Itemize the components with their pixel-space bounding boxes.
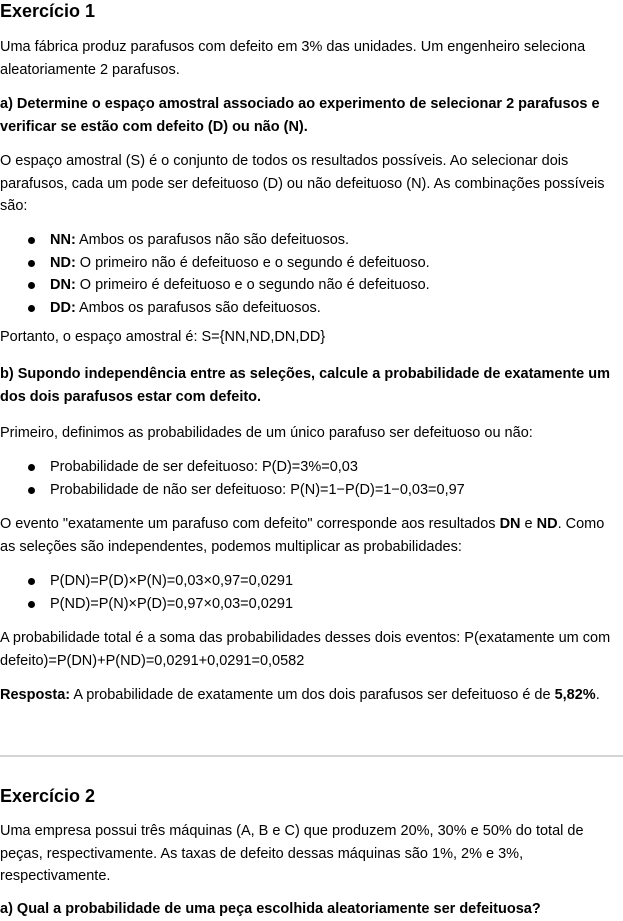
list-item [0,570,618,593]
bullet-icon [28,487,35,494]
combo-text: O primeiro é defeituoso e o segundo não é defeituoso. [75,277,430,293]
answer-1b-intro: Primeiro, definimos as probabilidades de um único parafuso ser defeituoso ou não: [0,425,533,441]
final-answer [0,684,618,707]
list-item [0,456,618,479]
calculation-text: P(ND)=P(N)×P(D)=0,97×0,03=0,0291 [50,595,294,612]
sample-space-statement: Portanto, o espaço amostral é: S={NN,ND,DN,DD} [0,329,326,345]
bullet-icon [28,578,35,585]
bullet-icon [28,282,35,289]
event-text: e [520,516,537,532]
combinations-list [0,229,618,319]
answer-label: Resposta: [0,687,71,703]
bullet-icon [28,237,35,244]
bullet-icon [28,305,35,312]
answer-end: . [595,687,600,703]
bullet-icon [28,464,35,471]
calculation-text: P(DN)=P(D)×P(N)=0,03×0,97=0,0291 [50,573,294,589]
answer-text: A probabilidade de exatamente um dos dois parafusos ser defeituoso é de [70,687,555,703]
exercise-1-intro: Uma fábrica produz parafusos com defeito em 3% das unidades. Um engenheiro seleciona aleatoriamente 2 parafusos. [0,39,586,78]
probability-text: Probabilidade de não ser defeituoso: P(N)=1−P(D)=1−0,03=0,97 [50,481,465,498]
probability-text: Probabilidade de ser defeituoso: P(D)=3%=0,03 [50,459,358,475]
list-item [0,593,618,616]
event-text: O evento "exatamente um parafuso com defeito" corresponde aos resultados [0,516,500,532]
question-2a: a) Qual a probabilidade de uma peça escolhida aleatoriamente ser defeituosa? [0,901,541,917]
answer-1a-text: O espaço amostral (S) é o conjunto de todos os resultados possíveis. Ao selecionar dois parafusos, cada um pode ser defeituoso (D) ou não defeituoso (N). As combinações possíveis são: [0,153,605,214]
question-1a: a) Determine o espaço amostral associado ao experimento de selecionar 2 parafusos e verificar se estão com defeito (D) ou não (N). [0,96,600,135]
probabilities-list [0,456,618,501]
question-1b: b) Supondo independência entre as seleções, calcule a probabilidade de exatamente um dos dois parafusos estar com defeito. [0,366,610,405]
event-nd: ND [536,516,558,532]
list-item [0,274,618,297]
list-item [0,252,618,275]
calculations-list [0,570,618,615]
combo-label: DN: [50,277,76,293]
list-item [0,297,618,320]
section-divider [0,755,623,757]
event-text: . Como as seleções são independentes, podemos multiplicar as probabilidades: [0,516,605,555]
exercise-2-title: Exercício 2 [0,786,96,806]
combo-label: ND: [50,254,76,271]
bullet-icon [28,260,35,267]
event-explanation [0,513,618,558]
total-probability: A probabilidade total é a soma das probabilidades desses dois eventos: P(exatamente um com defeito)=P(DN)+P(ND)=0,0291+0,0291=0,0582 [0,630,611,669]
combo-text: O primeiro não é defeituoso e o segundo é defeituoso. [75,254,430,271]
combo-label: NN: [50,232,76,248]
exercise-2-intro: Uma empresa possui três máquinas (A, B e C) que produzem 20%, 30% e 50% do total de peças, respectivamente. As taxas de defeito dessas máquinas são 1%, 2% e 3%, respectivamente. [0,823,584,884]
list-item [0,479,618,502]
combo-text: Ambos os parafusos são defeituosos. [75,299,321,316]
list-item [0,229,618,252]
bullet-icon [28,601,35,608]
event-dn: DN [499,516,521,532]
answer-value: 5,82% [554,687,596,703]
combo-text: Ambos os parafusos não são defeituosos. [75,232,350,248]
combo-label: DD: [50,299,76,316]
exercise-1-title: Exercício 1 [0,1,96,21]
